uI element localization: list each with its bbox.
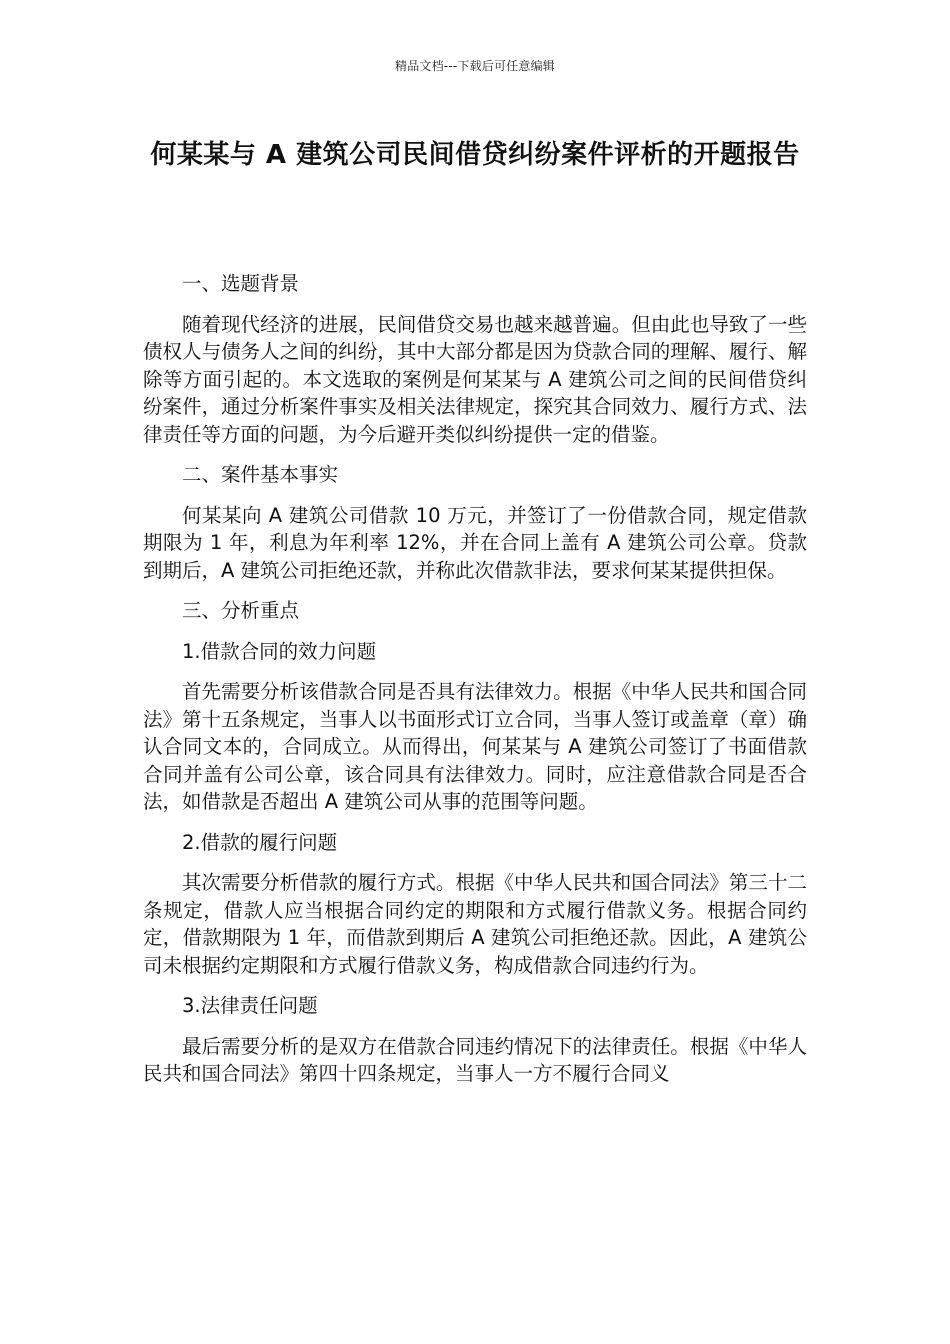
subsection-heading-liability: 3.法律责任问题 — [182, 994, 318, 1017]
document-title: 何某某与 A 建筑公司民间借贷纠纷案件评析的开题报告 — [150, 140, 800, 170]
section-heading-background: 一、选题背景 — [182, 272, 300, 295]
section-body-background: 随着现代经济的进展，民间借贷交易也越来越普遍。但由此也导致了一些债权人与债务人之间的纠纷，其中大部分都是因为贷款合同的理解、履行、解除等方面引起的。本文选取的案例是何某某与 A 建筑公司之间的民间借贷纠纷案件，通过分析案件事实及相关法律规定，探究其合同效力、履行方式、法律责任等方面的问题，为今后避开类似纠纷提供一定的借鉴。 — [143, 312, 807, 446]
subsection-body-validity: 首先需要分析该借款合同是否具有法律效力。根据《中华人民共和国合同法》第十五条规定，当事人以书面形式订立合同，当事人签订或盖章（章）确认合同文本的，合同成立。从而得出，何某某与 A 建筑公司签订了书面借款合同并盖有公司公章，该合同具有法律效力。同时，应注意借款合同是否合法，如借款是否超出 A 建筑公司从事的范围等问题。 — [143, 680, 807, 813]
subsection-body-performance: 其次需要分析借款的履行方式。根据《中华人民共和国合同法》第三十二条规定，借款人应当根据合同约定的期限和方式履行借款义务。根据合同约定，借款期限为 1 年，而借款到期后 A 建筑公司拒绝还款。因此，A 建筑公司未根据约定期限和方式履行借款义务，构成借款合同违约行为。 — [143, 871, 807, 977]
section-heading-analysis: 三、分析重点 — [182, 599, 300, 622]
header-note: 精品文档---下载后可任意编辑 — [395, 59, 555, 73]
subsection-heading-validity: 1.借款合同的效力问题 — [182, 639, 377, 663]
subsection-body-liability: 最后需要分析的是双方在借款合同违约情况下的法律责任。根据《中华人民共和国合同法》第四十四条规定，当事人一方不履行合同义 — [143, 1034, 807, 1085]
section-heading-facts: 二、案件基本事实 — [182, 463, 339, 486]
subsection-heading-performance: 2.借款的履行问题 — [182, 830, 338, 854]
section-body-facts: 何某某向 A 建筑公司借款 10 万元，并签订了一份借款合同，规定借款期限为 1 年，利息为年利率 12%，并在合同上盖有 A 建筑公司公章。贷款到期后，A 建筑公司拒绝还款，并称此次借款非法，要求何某某提供担保。 — [143, 503, 807, 582]
document-body — [143, 270, 807, 1088]
